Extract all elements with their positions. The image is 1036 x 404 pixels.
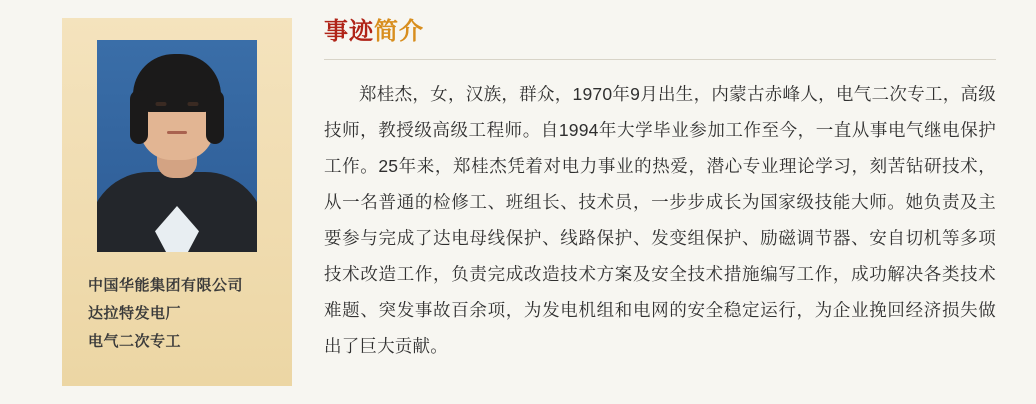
profile-line-plant: 达拉特发电厂 <box>88 305 182 322</box>
profile-caption <box>80 272 274 356</box>
content-area <box>324 18 996 386</box>
portrait-mouth <box>167 131 187 134</box>
title-divider <box>324 59 996 60</box>
section-title-part1: 事迹 <box>324 18 374 45</box>
portrait-eye-left <box>156 102 167 106</box>
profile-card <box>62 18 292 386</box>
profile-line-role: 电气二次专工 <box>88 333 182 350</box>
portrait-photo <box>97 40 257 252</box>
section-title-part2: 简介 <box>374 18 424 45</box>
section-title <box>324 18 996 59</box>
portrait-eye-right <box>188 102 199 106</box>
portrait-hair-right <box>206 90 224 144</box>
profile-line-company: 中国华能集团有限公司 <box>88 277 244 294</box>
portrait-hair-left <box>130 90 148 144</box>
section-body-text: 郑桂杰，女，汉族，群众，1970年9月出生，内蒙古赤峰人，电气二次专工，高级技师，教授级高级工程师。自1994年大学毕业参加工作至今，一直从事电气继电保护工作。25年来，郑桂杰凭着对电力事业的热爱，潜心专业理论学习，刻苦钻研技术，从一名普通的检修工、班组长、技术员，一步步成长为国家级技能大师。她负责及主要参与完成了达电母线保护、线路保护、发变组保护、励磁调节器、安自切机等多项技术改造工作，负责完成改造技术方案及安全技术措施编写工作，成功解决各类技术难题、突发事故百余项，为发电机组和电网的安全稳定运行，为企业挽回经济损失做出了巨大贡献。 <box>324 83 996 356</box>
